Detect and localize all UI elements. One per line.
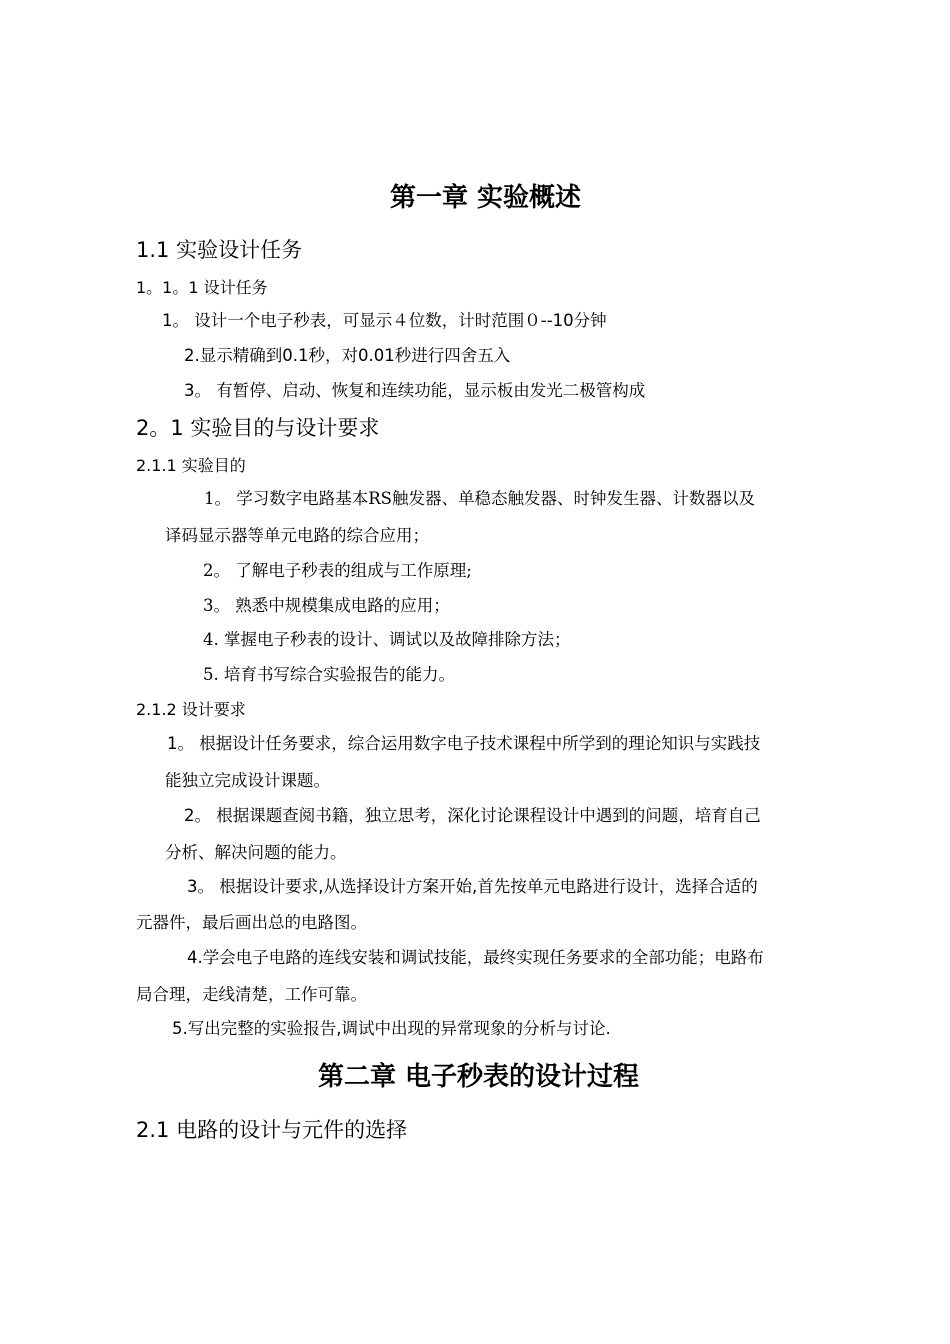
chapter-2-title: 第二章 电子秒表的设计过程 xyxy=(318,1062,640,1092)
section-2-1-heading: 2。1 实验目的与设计要求 xyxy=(136,416,380,440)
requirement-item-4-line-2: 局合理，走线清楚，工作可靠。 xyxy=(136,985,367,1004)
section-1-1-heading: 1.1 实验设计任务 xyxy=(136,238,303,262)
subsection-1-1-1-heading: 1。1。1 设计任务 xyxy=(136,278,268,297)
purpose-item-5: 5. 培育书写综合实验报告的能力。 xyxy=(203,665,455,684)
subsection-2-1-1-heading: 2.1.1 实验目的 xyxy=(136,456,246,475)
purpose-item-1-line-2: 译码显示器等单元电路的综合应用； xyxy=(165,526,429,545)
task-item-2: 2.显示精确到0.1秒，对0.01秒进行四舍五入 xyxy=(184,346,511,365)
purpose-item-1-line-1: 1。 学习数字电路基本RS触发器、单稳态触发器、时钟发生器、计数器以及 xyxy=(204,489,755,508)
subsection-2-1-2-heading: 2.1.2 设计要求 xyxy=(136,700,246,719)
purpose-item-3: 3。 熟悉中规模集成电路的应用； xyxy=(203,596,450,615)
requirement-item-3-line-2: 元器件，最后画出总的电路图。 xyxy=(136,913,367,932)
section-2-1-circuit-heading: 2.1 电路的设计与元件的选择 xyxy=(136,1118,408,1142)
purpose-item-2: 2。 了解电子秒表的组成与工作原理; xyxy=(203,561,472,580)
purpose-item-4: 4. 掌握电子秒表的设计、调试以及故障排除方法； xyxy=(203,630,571,649)
requirement-item-4-line-1: 4.学会电子电路的连线安装和调试技能，最终实现任务要求的全部功能；电路布 xyxy=(187,948,764,967)
chapter-1-title: 第一章 实验概述 xyxy=(390,183,582,213)
requirement-item-2-line-2: 分析、解决问题的能力。 xyxy=(165,843,347,862)
requirement-item-5: 5.写出完整的实验报告,调试中出现的异常现象的分析与讨论. xyxy=(172,1019,611,1038)
task-item-1: 1。 设计一个电子秒表，可显示４位数，计时范围０--10分钟 xyxy=(162,311,607,330)
requirement-item-3-line-1: 3。 根据设计要求,从选择设计方案开始,首先按单元电路进行设计，选择合适的 xyxy=(187,877,758,896)
requirement-item-1-line-1: 1。 根据设计任务要求，综合运用数字电子技术课程中所学到的理论知识与实践技 xyxy=(167,734,761,753)
requirement-item-1-line-2: 能独立完成设计课题。 xyxy=(165,771,330,790)
task-item-3: 3。 有暂停、启动、恢复和连续功能，显示板由发光二极管构成 xyxy=(184,381,646,400)
requirement-item-2-line-1: 2。 根据课题查阅书籍，独立思考，深化讨论课程设计中遇到的问题，培育自己 xyxy=(184,806,761,825)
